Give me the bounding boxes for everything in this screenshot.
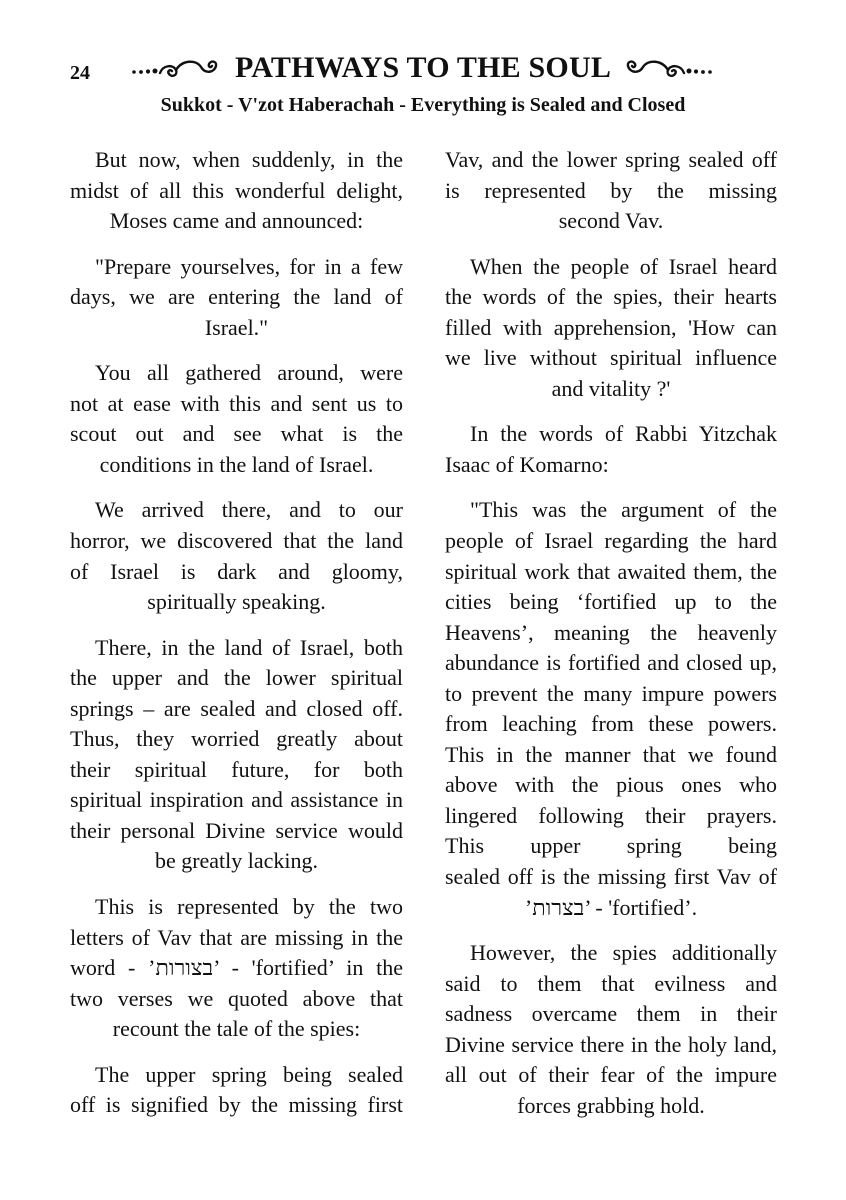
paragraph <box>70 892 403 1045</box>
scroll-flourish-icon <box>624 56 714 82</box>
paragraph <box>70 633 403 877</box>
page-number: 24 <box>70 62 90 84</box>
text-line: their spiritual future, for both <box>70 756 403 782</box>
text-line: "Prepare yourselves, for in a few <box>95 253 403 279</box>
text-line: This is represented by the two <box>95 894 403 920</box>
text-line: to prevent the many impure powers <box>445 680 777 706</box>
text-line: But now, when suddenly, in the <box>95 147 403 172</box>
text-line: of Israel is dark and gloomy, <box>70 558 403 584</box>
text-line: "This was the argument of the <box>470 497 777 523</box>
text-line: we live without spiritual influence <box>445 345 777 371</box>
text-line: We arrived there, and to our <box>95 497 403 523</box>
text-line: horror, we discovered that the land <box>70 528 403 554</box>
text-line: second Vav. <box>558 208 664 234</box>
text-line: recount the tale of the spies: <box>112 1016 361 1042</box>
text-line: There, in the land of Israel, both <box>95 634 403 660</box>
page-title: PATHWAYS TO THE SOUL <box>234 51 612 84</box>
text-line: This in the manner that we found <box>445 741 777 767</box>
paragraph <box>70 358 403 480</box>
paragraph <box>445 252 777 405</box>
chapter-subtitle: Sukkot - V'zot Haberachah - Everything is Sealed and Closed <box>160 94 686 116</box>
text-line: conditions in the land of Israel. <box>99 451 374 477</box>
right-text-column <box>445 145 777 1136</box>
text-line: midst of all this wonderful delight, <box>70 177 403 203</box>
text-line: You all gathered around, were <box>95 360 403 386</box>
text-line: is represented by the missing <box>445 177 777 203</box>
text-line: cities being ‘fortified up to the <box>445 589 777 615</box>
text-line: Divine service there in the holy land, <box>445 1031 777 1057</box>
text-line: and vitality ?' <box>551 375 671 401</box>
paragraph <box>445 419 777 480</box>
text-line: spiritually speaking. <box>147 589 326 615</box>
text-line: days, we are entering the land of <box>70 284 403 310</box>
text-line: When the people of Israel heard <box>470 253 777 279</box>
text-line: the words of the spies, their hearts <box>445 284 777 310</box>
paragraph <box>70 1060 403 1121</box>
text-line: scout out and see what is the <box>70 421 403 447</box>
text-line: filled with apprehension, 'How can <box>445 314 777 340</box>
paragraph <box>70 252 403 344</box>
paragraph <box>70 495 403 617</box>
text-line: all out of their fear of the impure <box>445 1062 777 1088</box>
text-line: Isaac of Komarno: <box>445 451 609 477</box>
text-line: from leaching from these powers. <box>445 711 777 737</box>
text-line: abundance is fortified and closed up, <box>445 650 777 676</box>
text-line: above with the pious ones who <box>445 772 777 798</box>
text-line: the upper and the lower spiritual <box>70 665 403 691</box>
text-line: forces grabbing hold. <box>517 1092 705 1118</box>
text-line: off is signified by the missing first <box>70 1092 403 1118</box>
text-line: be greatly lacking. <box>154 848 319 874</box>
text-line: letters of Vav that are missing in the <box>70 924 403 950</box>
text-line: However, the spies additionally <box>470 940 777 966</box>
left-text-column <box>70 145 403 1136</box>
text-line: ’בצרות’ - 'fortified’. <box>524 894 698 920</box>
text-line: springs – are sealed and closed off. <box>70 695 403 721</box>
text-line: sealed off is the missing first Vav of <box>445 864 777 890</box>
text-line: lingered following their prayers. <box>445 802 777 828</box>
text-line: This upper spring being <box>445 833 777 859</box>
text-line: Thus, they worried greatly about <box>70 726 403 752</box>
paragraph <box>445 938 777 1121</box>
paragraph <box>445 495 777 923</box>
text-line: In the words of Rabbi Yitzchak <box>470 421 777 447</box>
text-line: Israel." <box>204 314 269 340</box>
text-line: spiritual inspiration and assistance in <box>70 787 403 813</box>
paragraph <box>445 145 777 237</box>
text-line: said to them that evilness and <box>445 970 777 996</box>
text-line: their personal Divine service would <box>70 817 403 843</box>
text-line: Moses came and announced: <box>109 208 364 234</box>
text-line: Heavens’, meaning the heavenly <box>445 619 777 645</box>
paragraph <box>70 145 403 237</box>
text-line: word - ’בצורות’ - 'fortified’ in the <box>70 955 403 981</box>
text-line: Vav, and the lower spring sealed off <box>445 147 777 172</box>
text-line: The upper spring being sealed <box>95 1061 403 1087</box>
text-line: not at ease with this and sent us to <box>70 390 403 416</box>
text-line: two verses we quoted above that <box>70 985 403 1011</box>
text-line: spiritual work that awaited them, the <box>445 558 777 584</box>
text-line: people of Israel regarding the hard <box>445 528 777 554</box>
text-line: sadness overcame them in their <box>445 1001 777 1027</box>
